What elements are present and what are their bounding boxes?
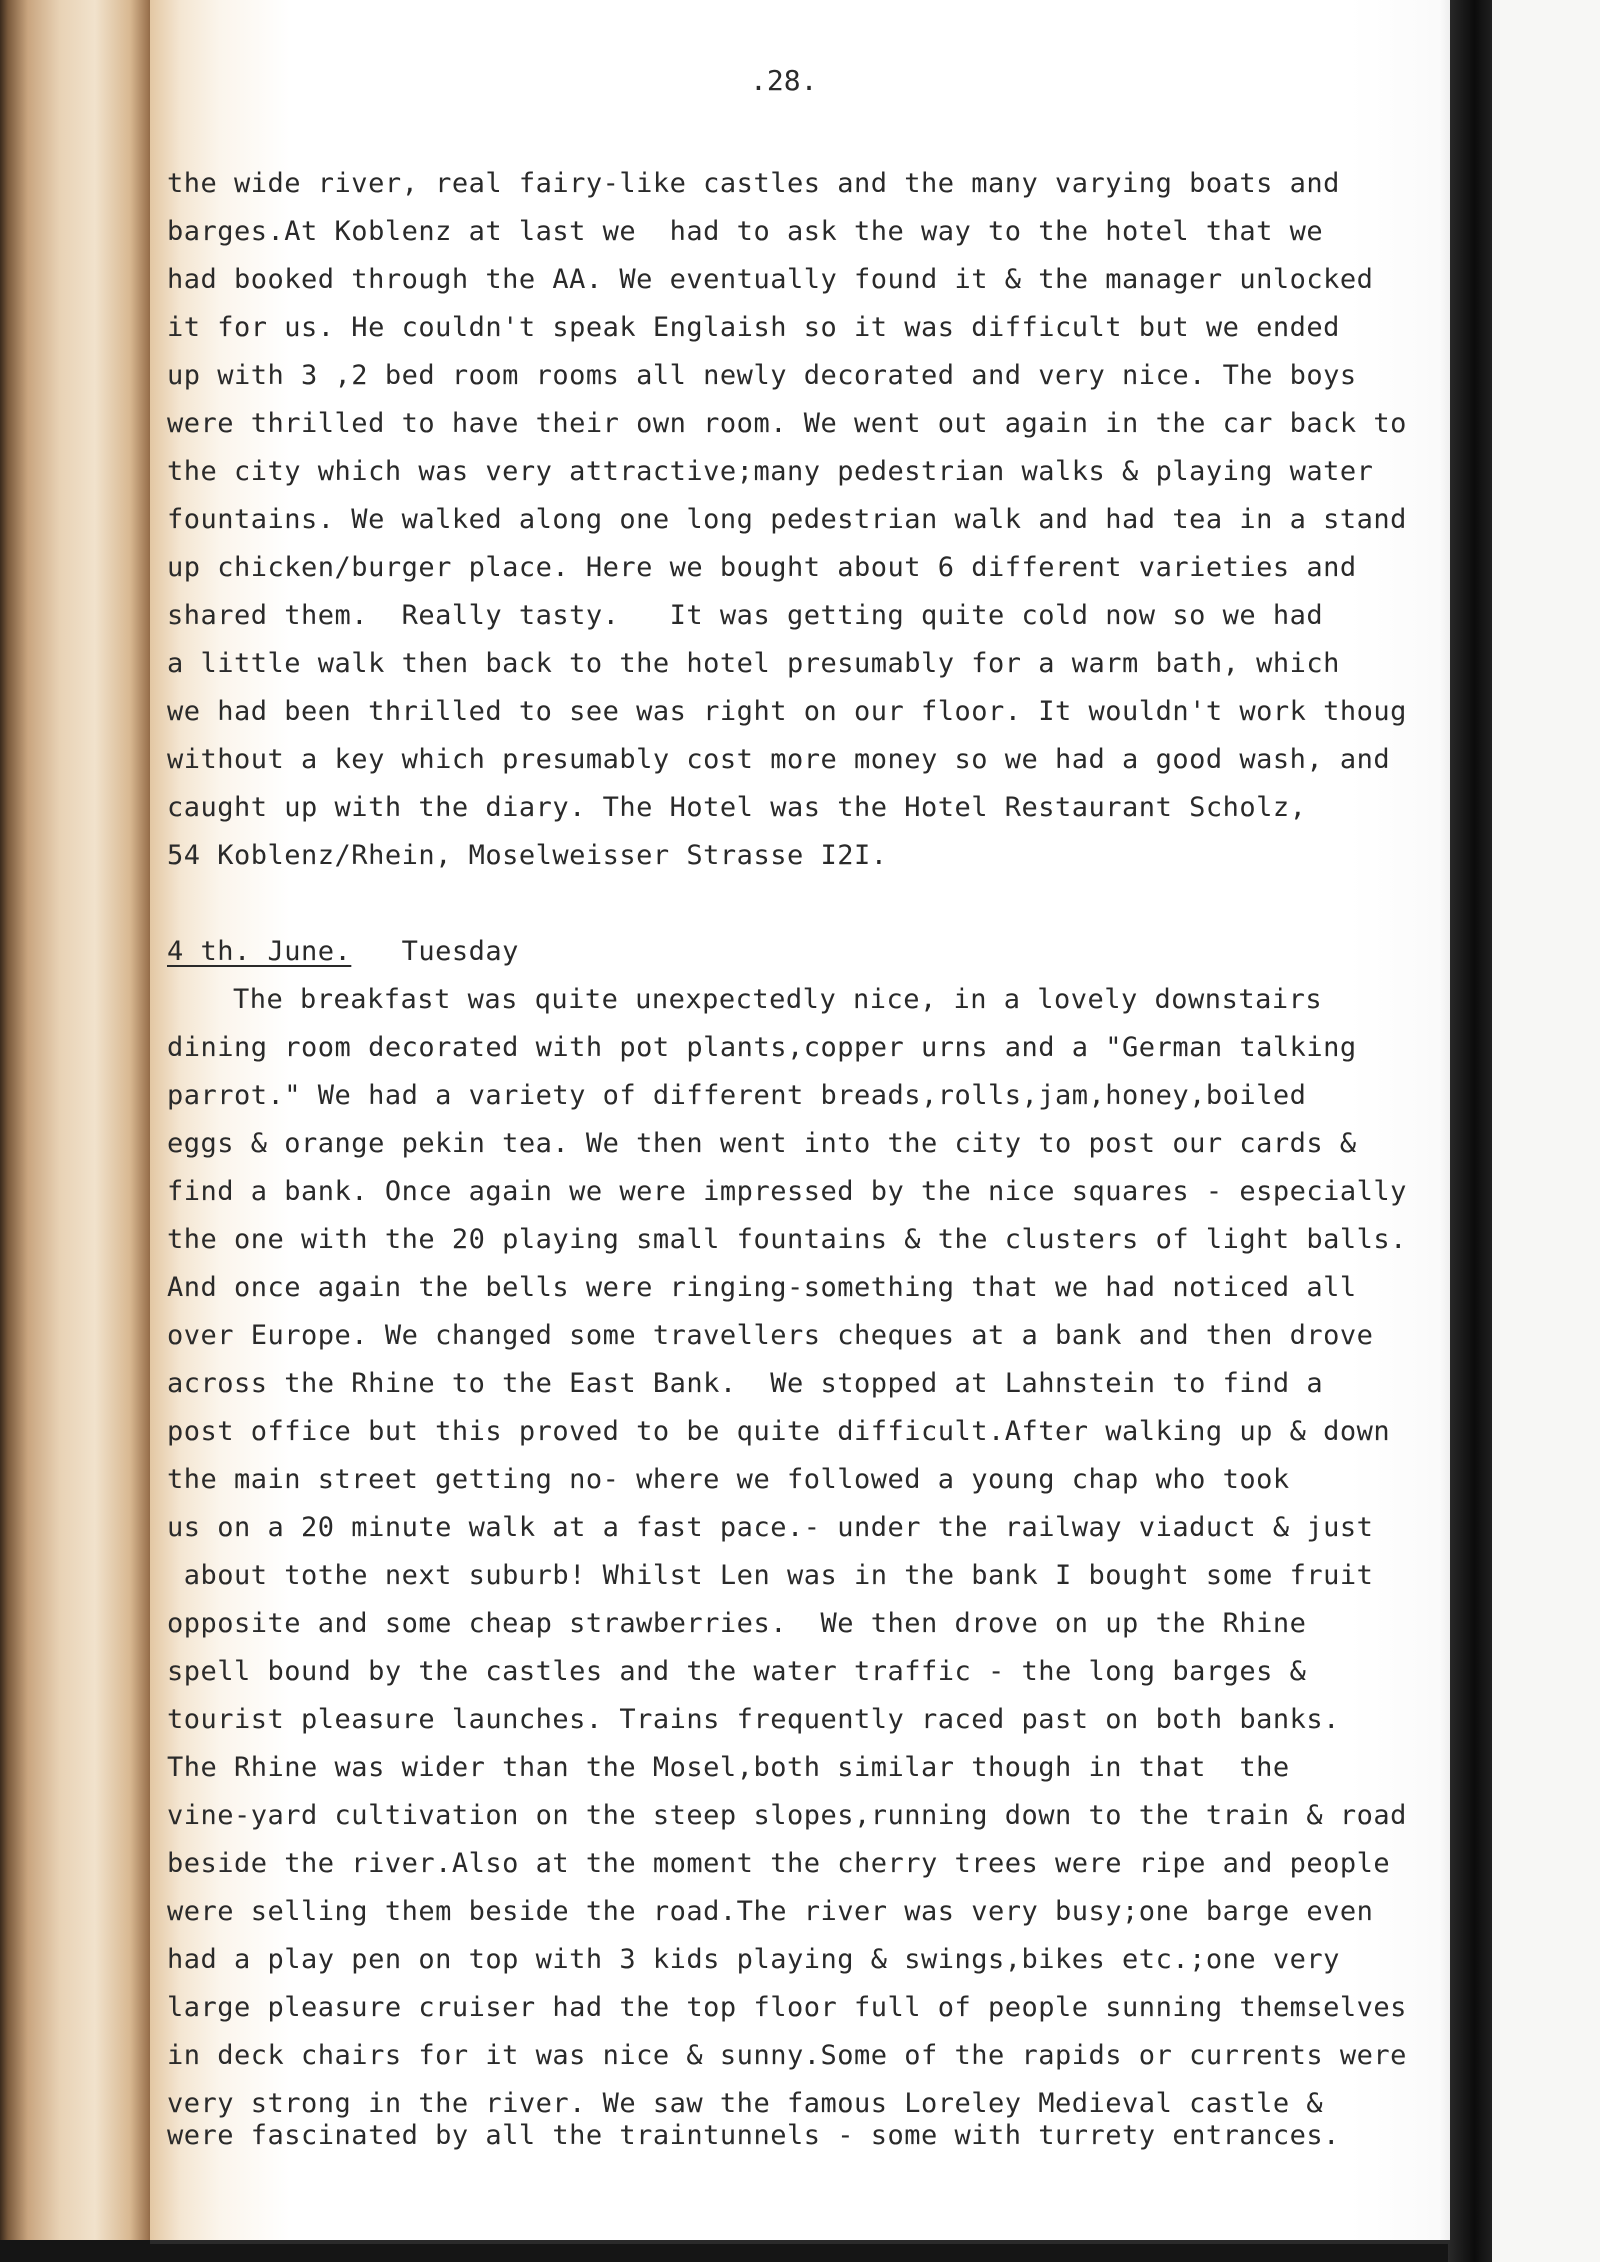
text-line: it for us. He couldn't speak Englaish so it was difficult but we ended [167, 312, 1340, 343]
text-line: over Europe. We changed some travellers cheques at a bank and then drove [167, 1320, 1374, 1351]
text-line: eggs & orange pekin tea. We then went into the city to post our cards & [167, 1128, 1357, 1159]
diary-page [150, 0, 1450, 2244]
text-line: tourist pleasure launches. Trains frequently raced past on both banks. [167, 1704, 1340, 1735]
text-line: post office but this proved to be quite difficult.After walking up & down [167, 1416, 1391, 1447]
text-line: in deck chairs for it was nice & sunny.Some of the rapids or currents were [167, 2040, 1407, 2071]
text-line: The breakfast was quite unexpectedly nice, in a lovely downstairs [233, 984, 1323, 1015]
paragraph-tuesday-end [167, 2088, 1457, 2152]
text-line: were fascinated by all the traintunnels - some with turrety entrances. [167, 2120, 1340, 2151]
diary-text [167, 160, 1457, 2152]
text-line: dining room decorated with pot plants,copper urns and a "German talking [167, 1032, 1357, 1063]
text-line: shared them. Really tasty. It was getting quite cold now so we had [167, 600, 1324, 631]
text-line: beside the river.Also at the moment the cherry trees were ripe and people [167, 1848, 1391, 1879]
text-line: the main street getting no- where we followed a young chap who took [167, 1464, 1290, 1495]
text-line: And once again the bells were ringing-something that we had noticed all [167, 1272, 1357, 1303]
page-number: .28. [750, 64, 818, 97]
text-line: us on a 20 minute walk at a fast pace.- under the railway viaduct & just [167, 1512, 1374, 1543]
text-line: The Rhine was wider than the Mosel,both similar though in that the [167, 1752, 1290, 1783]
text-line: across the Rhine to the East Bank. We stopped at Lahnstein to find a [167, 1368, 1324, 1399]
text-line: had a play pen on top with 3 kids playing & swings,bikes etc.;one very [167, 1944, 1340, 1975]
text-line: up chicken/burger place. Here we bought about 6 different varieties and [167, 552, 1357, 583]
text-line: caught up with the diary. The Hotel was the Hotel Restaurant Scholz, [167, 792, 1307, 823]
text-line: without a key which presumably cost more money so we had a good wash, and [167, 744, 1391, 775]
text-line: up with 3 ,2 bed room rooms all newly decorated and very nice. The boys [167, 360, 1357, 391]
text-line: we had been thrilled to see was right on our floor. It wouldn't work thoug [167, 696, 1407, 727]
paragraph-tuesday [167, 976, 1457, 2080]
text-line: about tothe next suburb! Whilst Len was in the bank I bought some fruit [167, 1560, 1374, 1591]
text-line: had booked through the AA. We eventually found it & the manager unlocked [167, 264, 1374, 295]
text-line: the city which was very attractive;many pedestrian walks & playing water [167, 456, 1374, 487]
paragraph-gap [167, 880, 1457, 928]
paragraph-koblenz [167, 160, 1457, 880]
text-line: find a bank. Once again we were impressed by the nice squares - especially [167, 1176, 1407, 1207]
text-line: large pleasure cruiser had the top floor full of people sunning themselves [167, 1992, 1407, 2023]
text-line: were selling them beside the road.The river was very busy;one barge even [167, 1896, 1374, 1927]
text-line: the one with the 20 playing small fountains & the clusters of light balls. [167, 1224, 1407, 1255]
text-line: vine-yard cultivation on the steep slopes,running down to the train & road [167, 1800, 1407, 1831]
entry-heading [167, 928, 1457, 976]
text-line: fountains. We walked along one long pedestrian walk and had tea in a stand [167, 504, 1407, 535]
entry-day: Tuesday [401, 936, 519, 967]
text-line: barges.At Koblenz at last we had to ask the way to the hotel that we [167, 216, 1324, 247]
text-line: were thrilled to have their own room. We went out again in the car back to [167, 408, 1407, 439]
text-line: parrot." We had a variety of different breads,rolls,jam,honey,boiled [167, 1080, 1307, 1111]
text-line: opposite and some cheap strawberries. We then drove on up the Rhine [167, 1608, 1307, 1639]
text-line: the wide river, real fairy-like castles and the many varying boats and [167, 168, 1340, 199]
background-margin [1490, 0, 1600, 2262]
text-line: spell bound by the castles and the water traffic - the long barges & [167, 1656, 1307, 1687]
book-binding-gutter [0, 0, 160, 2240]
entry-date: 4 th. June. [167, 936, 352, 967]
text-line: a little walk then back to the hotel presumably for a warm bath, which [167, 648, 1340, 679]
text-line: 54 Koblenz/Rhein, Moselweisser Strasse I2I. [167, 840, 888, 871]
text-line: very strong in the river. We saw the famous Loreley Medieval castle & [167, 2088, 1324, 2119]
